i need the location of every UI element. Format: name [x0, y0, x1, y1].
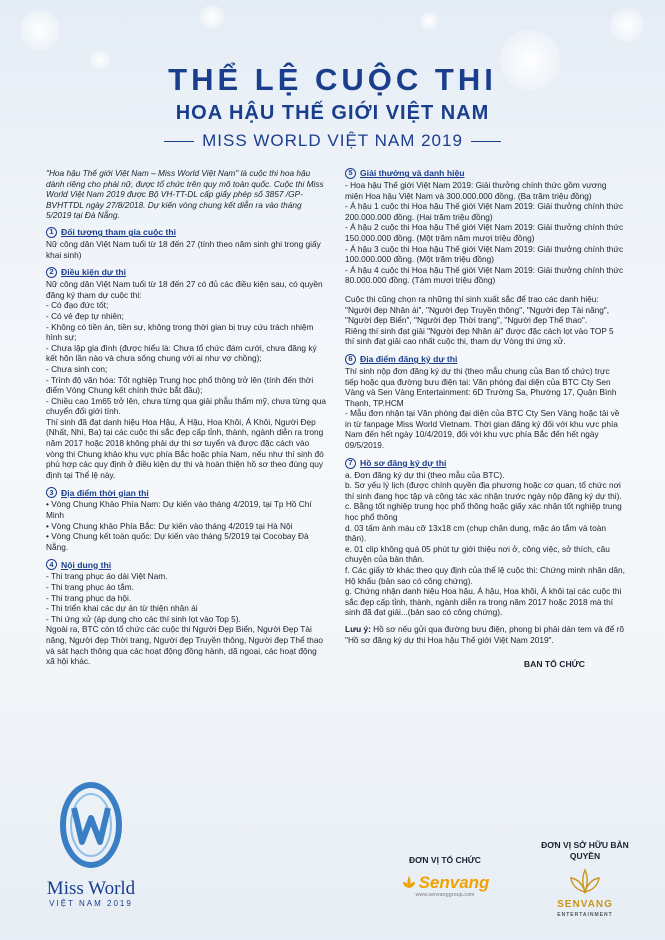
organizer-label: ĐƠN VỊ TỔ CHỨC	[409, 855, 481, 865]
section-schedule	[46, 487, 326, 552]
section-title: Đối tượng tham gia cuộc thi	[61, 227, 176, 238]
snow-decoration	[420, 12, 438, 30]
section-heading	[345, 168, 625, 179]
section-line: - Á hậu 3 cuộc thi Hoa hậu Thế giới Việt Nam 2019: Giải thưởng chính thức 100.000.000 đồng. (Một trăm triệu đồng)	[345, 243, 624, 265]
section-line: - Trình độ văn hóa: Tốt nghiệp Trung học phổ thông trở lên (tính đến thời điểm Vòng Chung kết chính thức bắt đầu);	[46, 374, 314, 396]
miss-world-logo-text: Miss World	[46, 878, 136, 899]
section-heading	[46, 267, 326, 278]
section-heading	[345, 458, 625, 469]
section-line: g. Chứng nhận danh hiệu Hoa hậu, Á hậu, Hoa khôi, Á khôi tại các cuộc thi sắc đẹp cấp tỉnh, thành, ngành diễn ra trong năm 2017 hoặc 2018 mà thí sinh đã đạt giải...(bản sao có công chứng).	[345, 586, 622, 618]
section-line: a. Đơn đăng ký dự thi (theo mẫu của BTC).	[345, 469, 505, 480]
section-prizes	[345, 168, 625, 347]
section-line: - Thi trang phục áo dài Việt Nam.	[46, 571, 168, 582]
section-line: • Vòng Chung khảo Phía Bắc: Dự kiến vào tháng 4/2019 tại Hà Nội	[46, 520, 293, 531]
section-line: - Á hậu 4 cuộc thi Hoa hậu Thế giới Việt Nam 2019: Giải thưởng chính thức 80.000.000 đồng. (Tám mươi triệu đồng)	[345, 264, 624, 286]
divider	[471, 141, 501, 142]
section-line: Nữ công dân Việt Nam tuổi từ 18 đến 27 có đủ các điều kiện sau, có quyền đăng ký tham dự cuộc thi:	[46, 279, 323, 300]
section-title: Điều kiện dự thi	[61, 267, 126, 278]
section-title: Địa điểm đăng ký dự thi	[360, 354, 458, 365]
section-line: Thí sinh nộp đơn đăng ký dự thi (theo mẫu chung của Ban tổ chức) trực tiếp hoặc qua đường bưu điện tại: Văn phòng đại diện của BTC Cty Sen Vàng và Sen Vàng Entertainment: 6D Trường Sa, Phường 17, Quận Bình Thạnh, TP.HCM	[345, 365, 617, 408]
section-line: - Mẫu đơn nhận tại Văn phòng đại diện của BTC Cty Sen Vàng hoặc tải về in từ fanpage Miss World Vietnam. Thời gian đăng ký đối với khu vực phía Nam đến hết ngày 10/4/2019, đối với khu vực phía Bắc đến hết ngày 09/5/2019.	[345, 408, 620, 451]
note-line	[345, 624, 625, 645]
section-content	[46, 559, 326, 666]
note-text: Hồ sơ nếu gửi qua đường bưu điện, phong bì phải dán tem và để rõ "Hồ sơ đăng ký dự thi Hoa hậu Thế giới Việt Nam 2019".	[345, 623, 624, 645]
page-title: THỂ LỆ CUỘC THI	[168, 62, 497, 97]
section-line: f. Các giấy tờ khác theo quy định của thể lệ cuộc thi: Chứng minh nhân dân, Hộ khẩu (bản sao có công chứng).	[345, 565, 625, 586]
owner-brand: SENVANG	[557, 899, 613, 910]
section-number: 3	[46, 487, 57, 498]
page-subtitle: HOA HẬU THẾ GIỚI VIỆT NAM	[175, 102, 490, 124]
section-line: Ngoài ra, BTC còn tổ chức các cuộc thi Người Đẹp Biển, Người Đẹp Tài năng, Người đẹp Thời trang, Người đẹp Truyền thông, Người đẹp Thể thao và sát hạch thông qua các hoạt động đồng hành, dã ngoại, các hoạt động xã hội khác.	[46, 624, 324, 667]
section-line: Thí sinh đã đạt danh hiệu Hoa Hậu, Á Hậu, Hoa Khôi, Á Khôi, Người Đẹp (Nhất, Nhì, Ba) tại các cuộc thi sắc đẹp cấp tỉnh, thành, ngành diễn ra trong năm 2017 hoặc 2018 không phải dự thi sơ tuyển và được đặc cách vào vòng thi Chung khảo khu vực phía Bắc hoặc phía Nam, nếu như thí sinh đó phù hợp các quy định ở điều kiện dự thi và hoàn thiện hồ sơ theo đúng quy định tại Thể lệ này.	[46, 416, 324, 480]
section-line: - Chiều cao 1m65 trở lên, chưa từng qua giải phẫu thẩm mỹ, chưa từng qua chuyển đổi giới tính.	[46, 395, 326, 417]
section-line: - Hoa hậu Thế giới Việt Nam 2019: Giải thưởng chính thức gồm vương miện Hoa hậu Việt Nam và 300.000.000 đồng. (Ba trăm triệu đồng)	[345, 180, 607, 201]
section-heading	[46, 227, 326, 238]
organizer-block	[390, 855, 500, 901]
edition-text: MISS WORLD VIỆT NAM 2019	[202, 131, 463, 150]
lotus-crown-icon	[565, 868, 605, 896]
section-line: - Chưa lập gia đình (được hiểu là: Chưa tổ chức đám cưới, chưa đăng ký kết hôn lần nào và chưa sống chung với ai như vợ chồng);	[46, 342, 317, 364]
section-number: 7	[345, 458, 356, 469]
section-line: Cuộc thi cũng chọn ra những thí sinh xuất sắc để trao các danh hiệu: "Người đẹp Nhân ái", "Người đẹp Truyền thông", "Người đẹp Tài năng", "Người đẹp Biển", "Người đẹp Thời trang", "Người đẹp Thể thao".	[345, 293, 610, 326]
section-title: Giải thưởng và danh hiệu	[360, 168, 465, 179]
intro-paragraph: "Hoa hậu Thế giới Việt Nam – Miss World Việt Nam" là cuộc thi hoa hậu dành riêng cho phái nữ, được tổ chức trên quy mô toàn quốc. Cuộc thi Miss World Việt Nam 2019 được Bộ VH-TT-DL cấp giấy phép số 3857 /GP-BVHTTDL ngày 27/8/2018. Dự kiến vòng chung kết diễn ra vào tháng 5/2019 tại Đà Nẵng.	[46, 168, 324, 221]
snow-decoration	[200, 5, 224, 29]
section-heading	[345, 354, 625, 365]
miss-world-logo-sub: VIỆT NAM 2019	[49, 899, 133, 908]
section-number: 6	[345, 354, 356, 365]
snow-decoration	[610, 8, 644, 42]
section-line: - Chưa sinh con;	[46, 363, 108, 374]
copyright-owner-block	[530, 840, 640, 921]
section-conditions	[46, 267, 326, 480]
section-documents	[345, 458, 625, 646]
section-number: 5	[345, 168, 356, 179]
left-column	[46, 168, 326, 674]
section-title: Địa điểm thời gian thi	[61, 487, 149, 498]
section-title: Hồ sơ đăng ký dự thi	[360, 457, 447, 468]
owner-brand-sub: ENTERTAINMENT	[557, 912, 613, 918]
section-line: Nữ công dân Việt Nam tuổi từ 18 đến 27 (tính theo năm sinh ghi trong giấy khai sinh)	[46, 238, 321, 260]
section-registration-place	[345, 354, 625, 451]
section-heading	[46, 487, 326, 498]
miss-world-logo	[36, 780, 146, 920]
signoff: BAN TỔ CHỨC	[523, 659, 585, 670]
section-line: - Thi trang phục dạ hội.	[46, 592, 132, 603]
note-label: Lưu ý:	[345, 623, 371, 634]
section-line: Riêng thí sinh đạt giải "Người đẹp Nhân ái" được đặc cách lọt vào TOP 5 thí sinh đạt giải cao nhất cuộc thi, tham dự Vòng thi ứng xử.	[345, 325, 614, 347]
snow-decoration	[20, 10, 60, 50]
section-heading	[46, 559, 326, 570]
section-line: d. 03 tấm ảnh màu cỡ 13x18 cm (chụp chân dung, mặc áo tắm và toàn thân).	[345, 522, 606, 544]
organizer-brand: Senvang	[418, 872, 490, 892]
section-number: 4	[46, 559, 57, 570]
organizer-site: www.senvanggroup.com	[415, 892, 475, 898]
section-eligibility	[46, 227, 326, 260]
section-title: Nội dung thi	[61, 559, 112, 570]
miss-world-emblem-icon	[56, 780, 126, 870]
section-line: - Có vẻ đẹp tự nhiên;	[46, 310, 124, 321]
section-line: - Thi ứng xử (áp dụng cho các thí sinh lọt vào Top 5).	[46, 613, 241, 624]
owner-label: ĐƠN VỊ SỞ HỮU BẢN QUYỀN	[541, 840, 629, 861]
lotus-icon	[401, 874, 417, 890]
section-line: - Không có tiền án, tiền sự, không trong thời gian bị truy cứu trách nhiệm hình sự;	[46, 321, 314, 343]
section-line: - Thi triển khai các dự án từ thiện nhân ái	[46, 603, 198, 614]
right-column	[345, 168, 625, 670]
edition-line	[0, 130, 665, 152]
section-line: - Á hậu 1 cuộc thi Hoa hậu Thế giới Việt Nam 2019: Giải thưởng chính thức 200.000.000 đồng. (Hai trăm triệu đồng)	[345, 201, 624, 222]
section-number: 1	[46, 227, 57, 238]
section-line: • Vòng Chung Khảo Phía Nam: Dự kiến vào tháng 4/2019, tại Tp Hồ Chí Minh	[46, 499, 312, 521]
section-line: - Thi trang phục áo tắm.	[46, 582, 134, 592]
divider	[164, 141, 194, 142]
organizer-logo	[390, 874, 500, 890]
section-line: - Á hậu 2 cuộc thi Hoa hậu Thế giới Việt Nam 2019: Giải thưởng chính thức 150.000.000 đồng. (Một trăm năm mươi triệu đồng)	[345, 222, 624, 243]
section-line: • Vòng Chung kết toàn quốc: Dự kiến vào tháng 5/2019 tại Cocobay Đà Nẵng.	[46, 531, 309, 552]
section-number: 2	[46, 267, 57, 278]
page-header	[0, 62, 665, 152]
section-line: b. Sơ yếu lý lịch (được chính quyền địa phương hoặc cơ quan, tổ chức nơi thí sinh đang học tập và công tác xác nhận trước ngày nộp đăng ký dự thi).	[345, 480, 622, 501]
section-line: - Có đạo đức tốt;	[46, 300, 109, 311]
section-line: c. Bằng tốt nghiệp trung học phổ thông hoặc giấy xác nhận tốt nghiệp trung học phổ thông	[345, 501, 622, 523]
section-line: e. 01 clip không quá 05 phút tự giới thiệu nơi ở, công việc, sở thích, câu chuyện của bản thân.	[345, 543, 610, 565]
